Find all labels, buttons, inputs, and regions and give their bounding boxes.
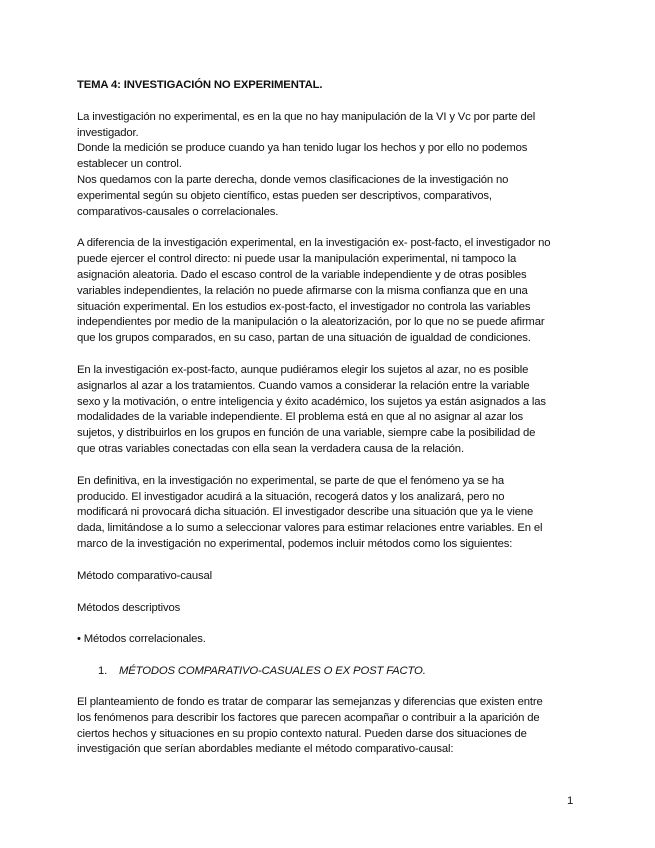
section-number: 1.	[98, 665, 108, 678]
body-paragraph: En definitiva, en la investigación no experimental, se parte de que el fenómeno ya se ha producido. El investigador acudirá a la situación, recogerá datos y los analizará, pero no modificará ni provocará dicha situación. El investigador describe una situación que ya le viene dada, limitándose a lo sumo a seleccionar valores para estimar relaciones entre variables. En el marco de la investigación no experimental, podemos incluir métodos como los siguientes:	[77, 474, 543, 550]
bullet-method-item: • Métodos correlacionales.	[77, 633, 206, 646]
intro-line: Nos quedamos con la parte derecha, donde vemos clasificaciones de la investigación no experimental según su objeto científico, estas pueden ser descriptivos, comparativos, comparativos-causales o correlacionales.	[77, 173, 509, 218]
document-title: TEMA 4: INVESTIGACIÓN NO EXPERIMENTAL.	[77, 79, 323, 91]
page-content	[77, 78, 555, 774]
section-title: MÉTODOS COMPARATIVO-CASUALES O EX POST FACTO.	[119, 665, 426, 678]
section-heading	[77, 664, 555, 680]
intro-line: La investigación no experimental, es en la que no hay manipulación de la VI y Vc por parte del investigador.	[77, 110, 536, 139]
body-paragraph: En la investigación ex-post-facto, aunque pudiéramos elegir los sujetos al azar, no es posible asignarlos al azar a los tratamientos. Cuando vamos a considerar la relación entre la variable sexo y la motivación, o entre inteligencia y éxito académico, los sujetos ya están asignados a las modalidades de la variable independiente. El problema está en que al no asignar al azar los sujetos, y distribuirlos en los grupos en función de una variable, siempre cabe la posibilidad de que otras variables conectadas con ella sean la verdadera causa de la relación.	[77, 363, 546, 455]
page-number: 1	[567, 795, 574, 807]
intro-paragraph	[77, 110, 555, 221]
closing-paragraph: El planteamiento de fondo es tratar de comparar las semejanzas y diferencias que existen entre los fenómenos para describir los factores que parecen acompañar o contribuir a la aparición de ciertos hechos y situaciones en su propio contexto natural. Pueden darse dos situaciones de investigación que serían abordables mediante el método comparativo-causal:	[77, 695, 543, 756]
method-item: Métodos descriptivos	[77, 601, 181, 614]
intro-line: Donde la medición se produce cuando ya han tenido lugar los hechos y por ello no podemos establecer un control.	[77, 142, 528, 171]
method-item: Método comparativo-causal	[77, 569, 213, 582]
body-paragraph: A diferencia de la investigación experimental, en la investigación ex- post-facto, el investigador no puede ejercer el control directo: ni puede usar la manipulación experimental, ni tampoco la asignación aleatoria. Dado el escaso control de la variable independiente y de otras posibles variables independientes, la relación no puede afirmarse con la misma confianza que en una situación experimental. En los estudios ex-post-facto, el investigador no controla las variables independientes por medio de la manipulación o la aleatorización, por lo que no se puede afirmar que los grupos comparados, en su caso, partan de una situación de igualdad de condiciones.	[77, 237, 551, 345]
